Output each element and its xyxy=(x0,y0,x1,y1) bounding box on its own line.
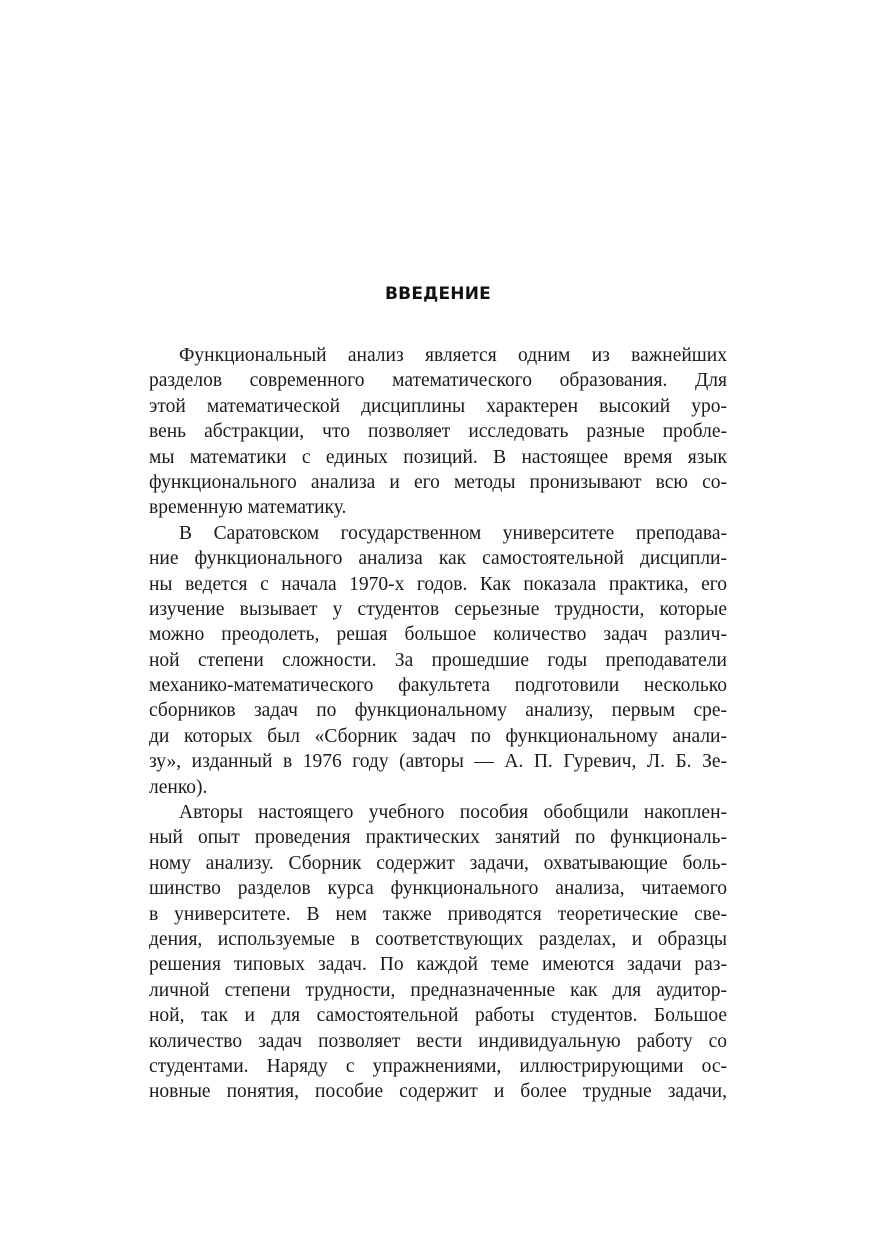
text-line: личной степени трудности, предназначенные как для аудитор- xyxy=(149,979,727,1001)
text-line: разделов современного математического образования. Для xyxy=(149,370,727,392)
text-line: количество задач позволяет вести индивидуальную работу со xyxy=(149,1030,727,1052)
text-line: дения, используемые в соответствующих разделах, и образцы xyxy=(149,928,727,950)
text-line: ной степени сложности. За прошедшие годы преподаватели xyxy=(149,649,727,671)
text-line: Авторы настоящего учебного пособия обобщили накоплен- xyxy=(179,802,727,824)
paragraph-2 xyxy=(149,521,727,800)
text-line: изучение вызывает у студентов серьезные трудности, которые xyxy=(149,598,727,620)
paragraph-1 xyxy=(149,343,727,521)
text-line: В Саратовском государственном университете преподава- xyxy=(179,522,727,544)
text-line: ному анализу. Сборник содержит задачи, охватывающие боль- xyxy=(149,852,727,874)
text-line: мы математики с единых позиций. В настоящее время язык xyxy=(149,446,727,468)
paragraph-3 xyxy=(149,800,727,1105)
text-line: ный опыт проведения практических занятий по функциональ- xyxy=(149,827,727,849)
text-line: ние функционального анализа как самостоятельной дисципли- xyxy=(149,548,727,570)
text-line: ной, так и для самостоятельной работы студентов. Большое xyxy=(149,1005,727,1027)
text-line: функционального анализа и его методы пронизывают всю со- xyxy=(149,471,727,493)
text-line: ны ведется с начала 1970-х годов. Как показала практика, его xyxy=(149,573,727,595)
text-line: решения типовых задач. По каждой теме имеются задачи раз- xyxy=(149,954,727,976)
text-line: ди которых был «Сборник задач по функциональному анали- xyxy=(149,725,727,747)
text-line: в университете. В нем также приводятся теоретические све- xyxy=(149,903,727,925)
text-line: механико-математического факультета подготовили несколько xyxy=(149,675,727,697)
text-line: можно преодолеть, решая большое количество задач различ- xyxy=(149,624,727,646)
text-line: временную математику. xyxy=(149,497,347,519)
text-line: студентами. Наряду с упражнениями, иллюстрирующими ос- xyxy=(149,1055,727,1077)
text-line: вень абстракции, что позволяет исследовать разные пробле- xyxy=(149,421,727,443)
body-text xyxy=(149,343,727,1105)
chapter-heading: ВВЕДЕНИЕ xyxy=(385,284,491,304)
text-line: Функциональный анализ является одним из важнейших xyxy=(179,345,727,366)
text-line: сборников задач по функциональному анализу, первым сре- xyxy=(149,700,727,722)
text-line: этой математической дисциплины характерен высокий уро- xyxy=(149,395,727,417)
text-line: ленко). xyxy=(149,776,208,798)
text-line: шинство разделов курса функционального анализа, читаемого xyxy=(149,878,727,900)
text-line: зу», изданный в 1976 году (авторы — А. П. Гуревич, Л. Б. Зе- xyxy=(149,751,727,773)
text-line: новные понятия, пособие содержит и более трудные задачи, xyxy=(149,1081,727,1103)
